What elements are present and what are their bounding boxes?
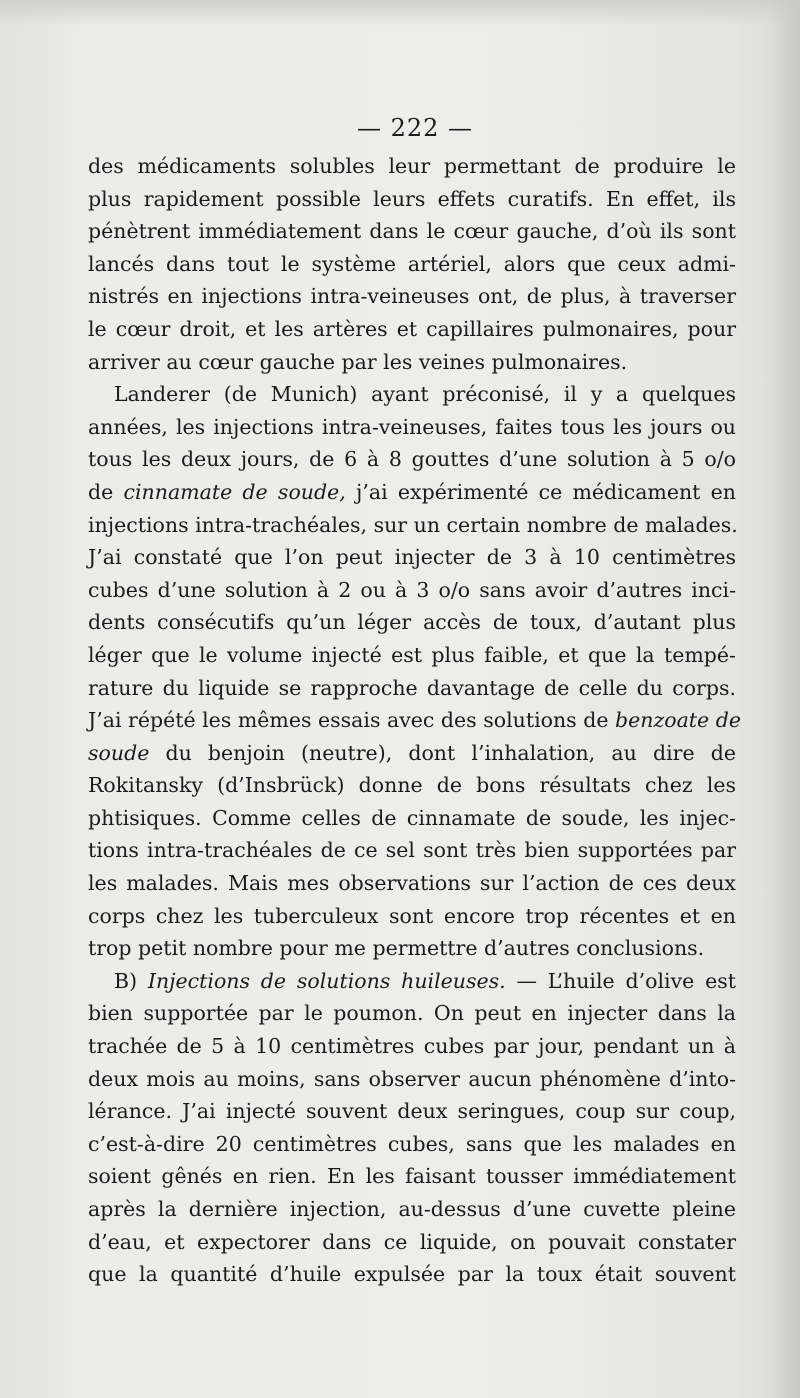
text-line (88, 476, 736, 509)
text-line: dents consécutifs qu’un léger accès de toux, d’autant plus (88, 610, 736, 635)
italic-segment: Injections de solutions huileuses. (147, 968, 506, 993)
text-line: bien supportée par le poumon. On peut en injecter dans la (88, 1001, 736, 1026)
text-segment: j’ai expérimenté ce médicament en (345, 479, 736, 504)
italic-segment: soude (88, 740, 150, 765)
text-line (88, 965, 736, 998)
text-line: c’est-à-dire 20 centimètres cubes, sans que les malades en (88, 1131, 736, 1156)
text-line: lancés dans tout le système artériel, alors que ceux admi- (88, 251, 736, 276)
text-line: injections intra-trachéales, sur un certain nombre de malades. (88, 512, 738, 537)
text-line: nistrés en injections intra-veineuses ont, de plus, à traverser (88, 284, 736, 309)
italic-segment: cinnamate de soude, (123, 479, 346, 504)
text-segment: du benjoin (neutre), dont l’inhalation, au dire de (149, 740, 736, 765)
text-line: années, les injections intra-veineuses, faites tous les jours ou (88, 414, 736, 439)
page-number: — 222 — (356, 114, 474, 142)
text-segment: B) (114, 968, 148, 993)
page-top-shadow (0, 0, 800, 26)
italic-segment: benzoate de (614, 708, 741, 733)
text-line: arriver au cœur gauche par les veines pulmonaires. (88, 349, 628, 374)
text-line: deux mois au moins, sans observer aucun phénomène d’into- (88, 1066, 736, 1091)
text-line: tions intra-trachéales de ce sel sont très bien supportées par (88, 838, 736, 863)
text-line: tous les deux jours, de 6 à 8 gouttes d’une solution à 5 o/o (88, 447, 736, 472)
text-line: des médicaments solubles leur permettant de produire le (88, 154, 736, 178)
text-line: trop petit nombre pour me permettre d’autres conclusions. (88, 936, 705, 961)
text-line: après la dernière injection, au-dessus d’une cuvette pleine (88, 1197, 736, 1221)
text-line (88, 737, 736, 770)
text-line: les malades. Mais mes observations sur l’action de ces deux (88, 871, 736, 896)
text-line (88, 704, 741, 737)
text-line: lérance. J’ai injecté souvent deux seringues, coup sur coup, (88, 1099, 736, 1124)
body-text (88, 150, 741, 1291)
text-line: cubes d’une solution à 2 ou à 3 o/o sans avoir d’autres inci- (88, 577, 736, 602)
page-gutter-shadow (770, 0, 800, 1398)
text-line: Landerer (de Munich) ayant préconisé, il y a quelques (114, 382, 736, 407)
text-segment: de (88, 479, 124, 504)
text-line: d’eau, et expectorer dans ce liquide, on pouvait constater (88, 1229, 736, 1254)
text-line: léger que le volume injecté est plus faible, et que la tempé- (88, 642, 736, 667)
text-line: plus rapidement possible leurs effets curatifs. En effet, ils (88, 186, 736, 211)
text-line: que la quantité d’huile expulsée par la toux était souvent (88, 1262, 736, 1287)
text-line: trachée de 5 à 10 centimètres cubes par jour, pendant un à (88, 1034, 736, 1059)
text-line: rature du liquide se rapproche davantage de celle du corps. (88, 675, 736, 700)
text-segment: J’ai répété les mêmes essais avec des solutions de (88, 708, 615, 733)
text-line: pénètrent immédiatement dans le cœur gauche, d’où ils sont (88, 219, 736, 244)
text-line: Rokitansky (d’Insbrück) donne de bons résultats chez les (88, 773, 736, 798)
text-line: le cœur droit, et les artères et capillaires pulmonaires, pour (88, 316, 736, 341)
text-line: J’ai constaté que l’on peut injecter de 3 à 10 centimètres (88, 545, 736, 570)
text-line: phtisiques. Comme celles de cinnamate de soude, les injec- (88, 805, 736, 830)
text-segment: — L’huile d’olive est (505, 968, 736, 993)
text-line: soient gênés en rien. En les faisant tousser immédiatement (88, 1164, 736, 1189)
text-line: corps chez les tuberculeux sont encore trop récentes et en (88, 903, 736, 928)
